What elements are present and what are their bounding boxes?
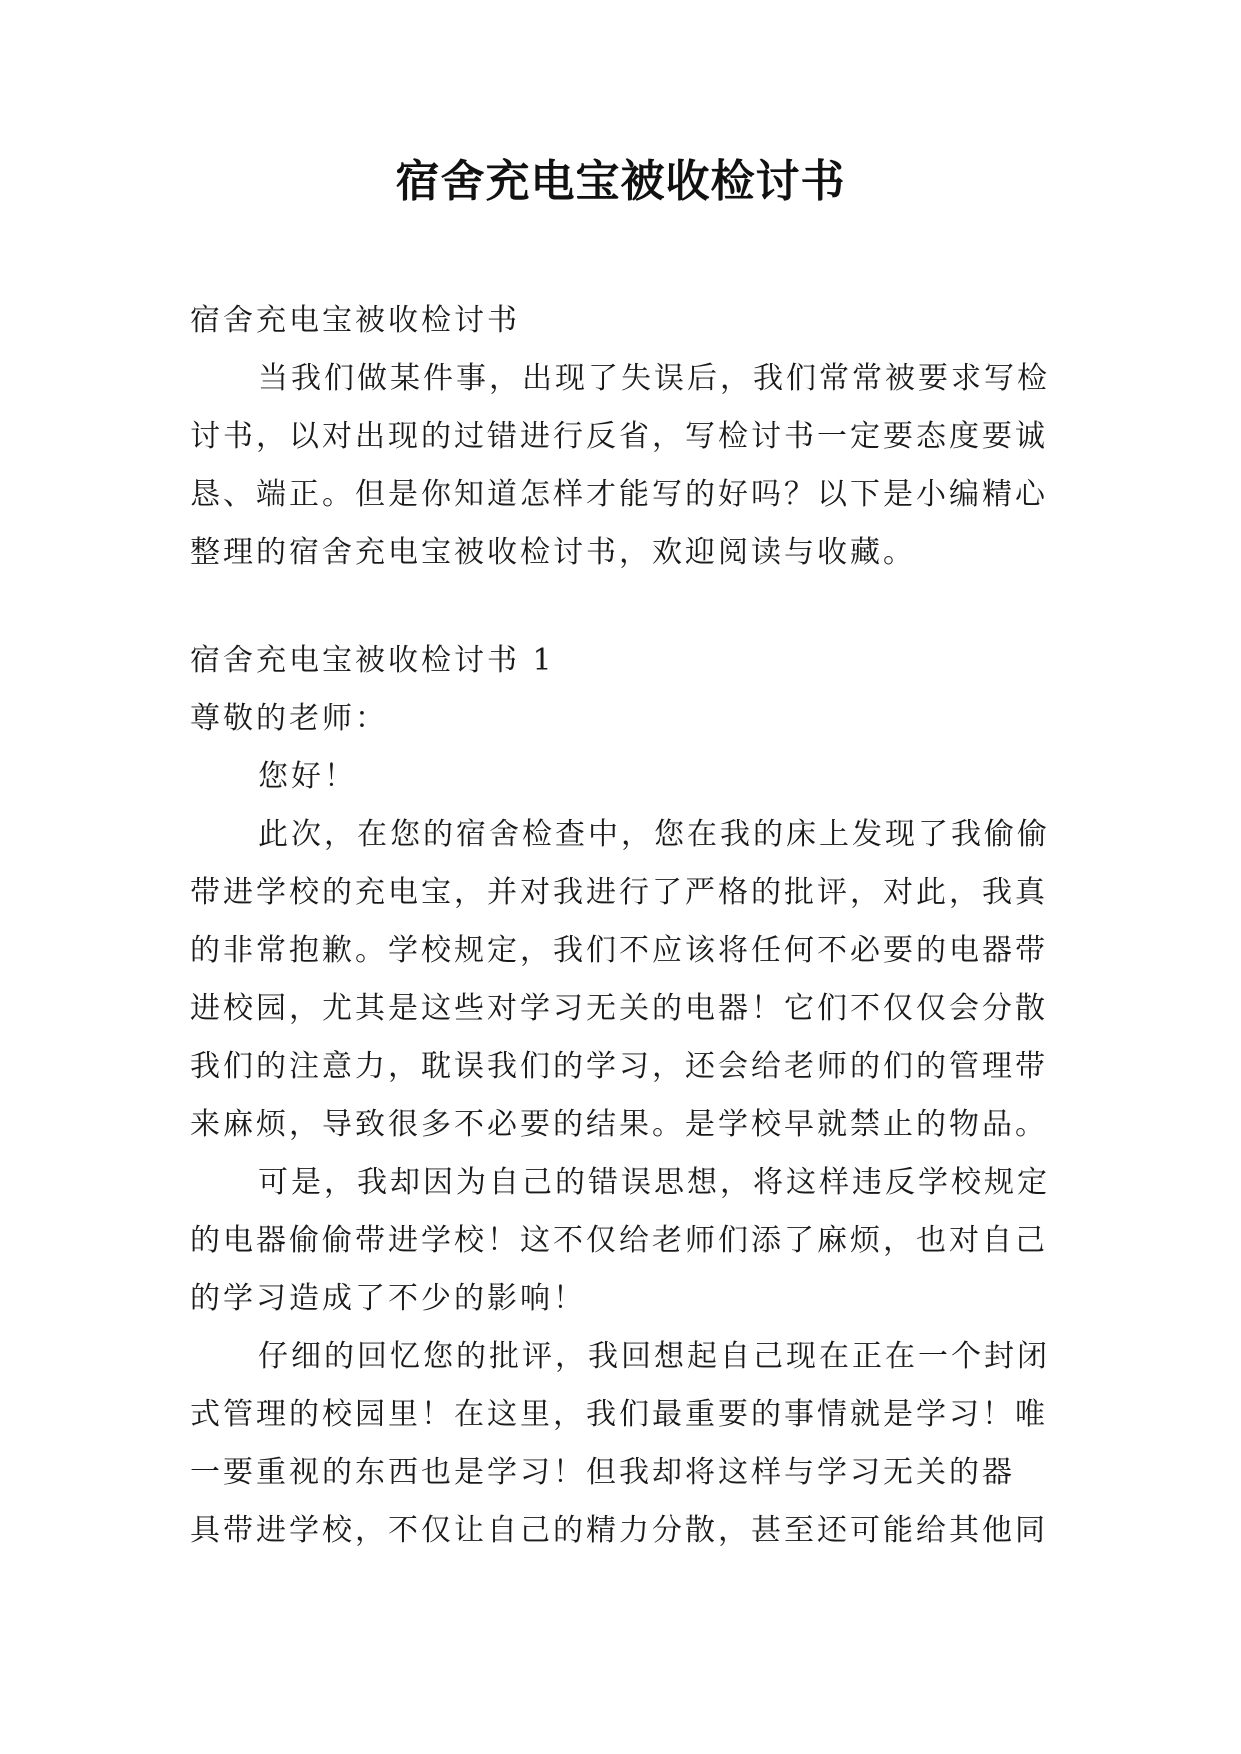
paragraph-line: 带进学校的充电宝，并对我进行了严格的批评，对此，我真 xyxy=(190,875,1048,910)
paragraph-line: 的非常抱歉。学校规定，我们不应该将任何不必要的电器带 xyxy=(190,933,1048,968)
paragraph-line: 式管理的校园里！在这里，我们最重要的事情就是学习！唯 xyxy=(190,1397,1048,1432)
intro-line: 讨书，以对出现的过错进行反省，写检讨书一定要态度要诚 xyxy=(190,419,1048,454)
salutation: 尊敬的老师： xyxy=(190,701,388,736)
intro-line: 恳、端正。但是你知道怎样才能写的好吗？以下是小编精心 xyxy=(190,477,1048,512)
intro-line: 当我们做某件事，出现了失误后，我们常常被要求写检 xyxy=(258,361,1050,396)
greeting: 您好！ xyxy=(258,759,357,794)
paragraph-line: 可是，我却因为自己的错误思想，将这样违反学校规定 xyxy=(258,1165,1050,1200)
paragraph-line: 的学习造成了不少的影响！ xyxy=(190,1281,586,1316)
paragraph-line: 的电器偷偷带进学校！这不仅给老师们添了麻烦，也对自己 xyxy=(190,1223,1048,1258)
paragraph-line: 来麻烦，导致很多不必要的结果。是学校早就禁止的物品。 xyxy=(190,1107,1048,1142)
spacer xyxy=(190,582,1060,632)
page-title: 宿舍充电宝被收检讨书 xyxy=(395,156,846,207)
document-body xyxy=(190,292,1060,1560)
paragraph-line: 我们的注意力，耽误我们的学习，还会给老师的们的管理带 xyxy=(190,1049,1048,1084)
section-heading: 宿舍充电宝被收检讨书 1 xyxy=(190,643,555,678)
paragraph-line: 一要重视的东西也是学习！但我却将这样与学习无关的器 xyxy=(190,1455,1015,1490)
paragraph-line: 具带进学校，不仅让自己的精力分散，甚至还可能给其他同 xyxy=(190,1513,1048,1548)
paragraph-line: 进校园，尤其是这些对学习无关的电器！它们不仅仅会分散 xyxy=(190,991,1048,1026)
paragraph-line: 此次，在您的宿舍检查中，您在我的床上发现了我偷偷 xyxy=(258,817,1050,852)
intro-line: 整理的宿舍充电宝被收检讨书，欢迎阅读与收藏。 xyxy=(190,535,916,570)
document-subtitle: 宿舍充电宝被收检讨书 xyxy=(190,303,520,338)
paragraph-line: 仔细的回忆您的批评，我回想起自己现在正在一个封闭 xyxy=(258,1339,1050,1374)
